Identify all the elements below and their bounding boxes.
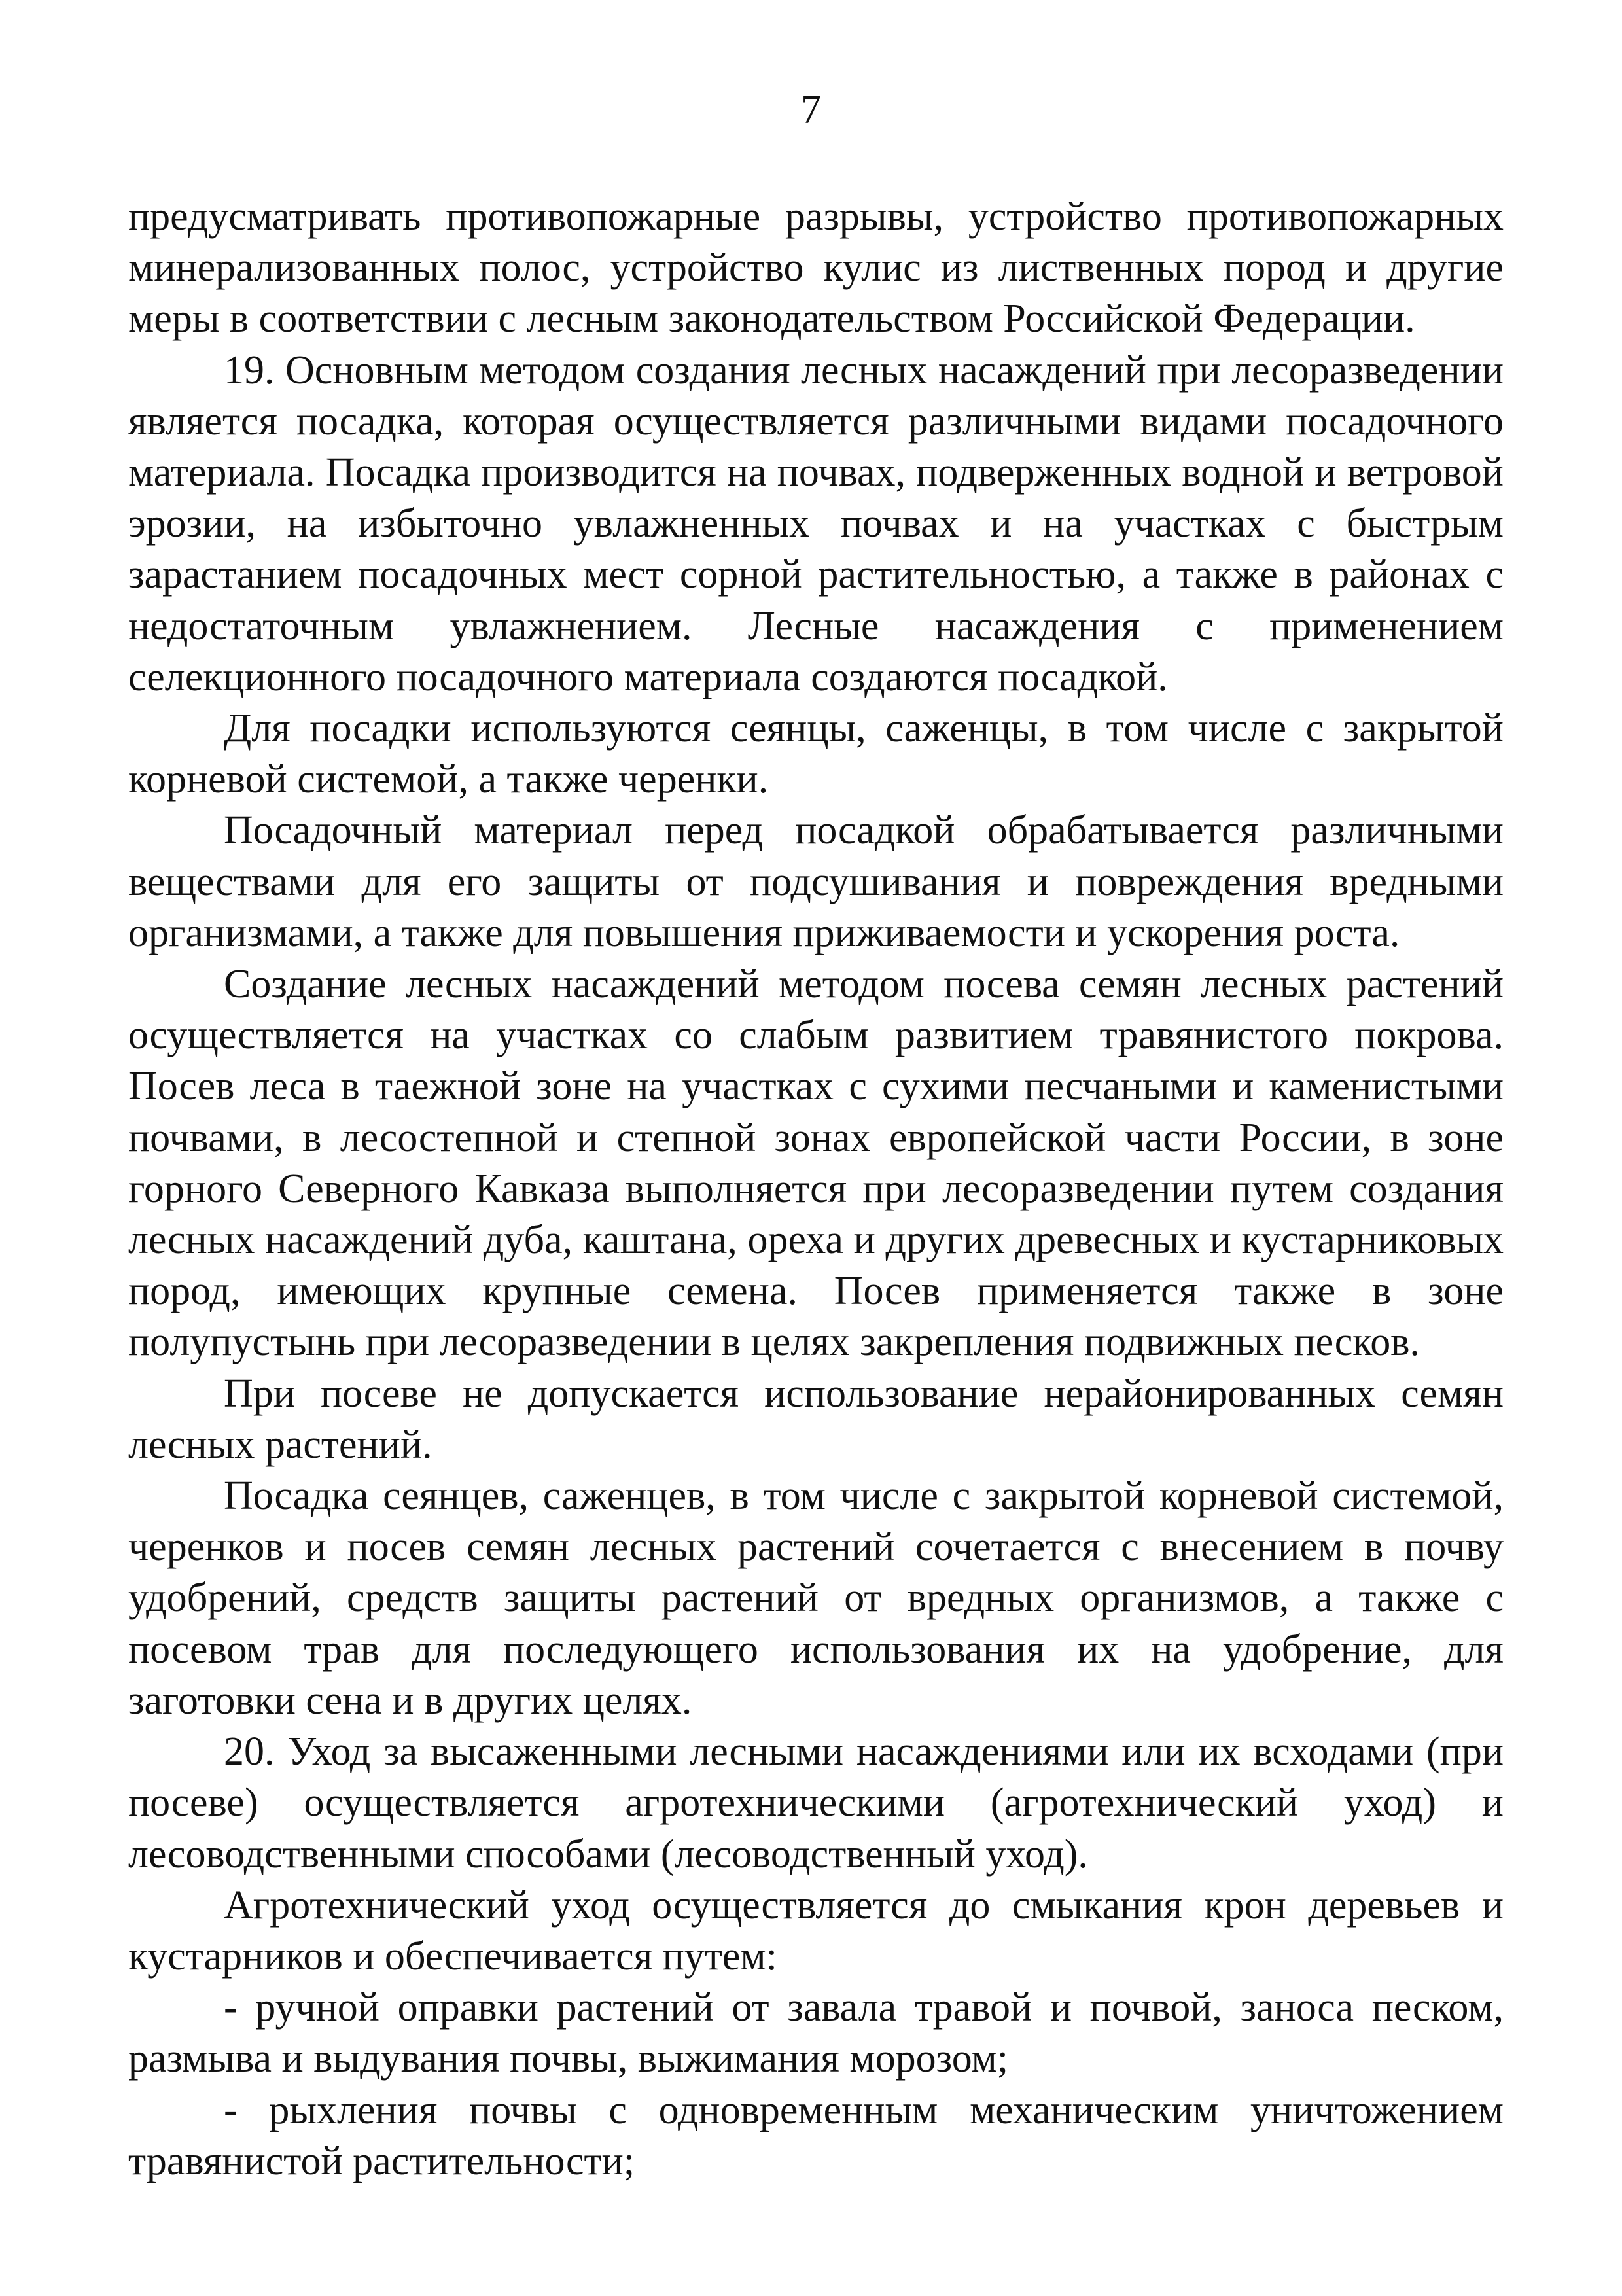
paragraph-material-treatment: Посадочный материал перед посадкой обрабатывается различными веществами для его защиты от подсушивания и повреждения вредными организмами, а также для повышения приживаемости и ускорения роста. [128,808,1504,955]
page-number: 7 [801,88,821,132]
paragraph-fertilization: Посадка сеянцев, саженцев, в том числе с закрытой корневой системой, черенков и посев семян лесных растений сочетается с внесением в почву удобрений, средств защиты растений от вредных организмов, а также с посевом трав для последующего использования их на удобрение, для заготовки сена и в других целях. [128,1474,1504,1723]
paragraph-seed-restriction: При посеве не допускается использование нерайонированных семян лесных растений. [128,1371,1504,1467]
paragraph-continuation: предусматривать противопожарные разрывы, устройство противопожарных минерализованных полос, устройство кулис из лиственных пород и другие меры в соответствии с лесным законодательством Российской Федерации. [128,194,1504,342]
paragraph-item-20: 20. Уход за высаженными лесными насаждениями или их всходами (при посеве) осуществляется агротехническими (агротехнический уход) и лесоводственными способами (лесоводственный уход). [128,1729,1504,1877]
paragraph-seeding-method: Создание лесных насаждений методом посева семян лесных растений осуществляется на участках со слабым развитием травянистого покрова. Посев леса в таежной зоне на участках с сухими песчаными и каменистыми почвами, в лесостепной и степной зонах европейской части России, в зоне горного Северного Кавказа выполняется при лесоразведении путем создания лесных насаждений дуба, каштана, ореха и других древесных и кустарниковых пород, имеющих крупные семена. Посев применяется также в зоне полупустынь при лесоразведении в целях закрепления подвижных песков. [128,962,1504,1365]
paragraph-planting-material: Для посадки используются сеянцы, саженцы, в том числе с закрытой корневой системой, а также черенки. [128,706,1504,802]
list-item-manual-straightening: - ручной оправки растений от завала травой и почвой, заноса песком, размыва и выдувания почвы, выжимания морозом; [128,1985,1504,2081]
paragraph-agrotechnical-care: Агротехнический уход осуществляется до смыкания крон деревьев и кустарников и обеспечивается путем: [128,1882,1504,1979]
list-item-soil-loosening: - рыхления почвы с одновременным механическим уничтожением травянистой растительности; [128,2087,1504,2183]
paragraph-item-19: 19. Основным методом создания лесных насаждений при лесоразведении является посадка, которая осуществляется различными видами посадочного материала. Посадка производится на почвах, подверженных водной и ветровой эрозии, на избыточно увлажненных почвах и на участках с быстрым зарастанием посадочных мест сорной растительностью, а также в районах с недостаточным увлажнением. Лесные насаждения с применением селекционного посадочного материала создаются посадкой. [128,347,1504,699]
document-body [128,191,1504,2187]
